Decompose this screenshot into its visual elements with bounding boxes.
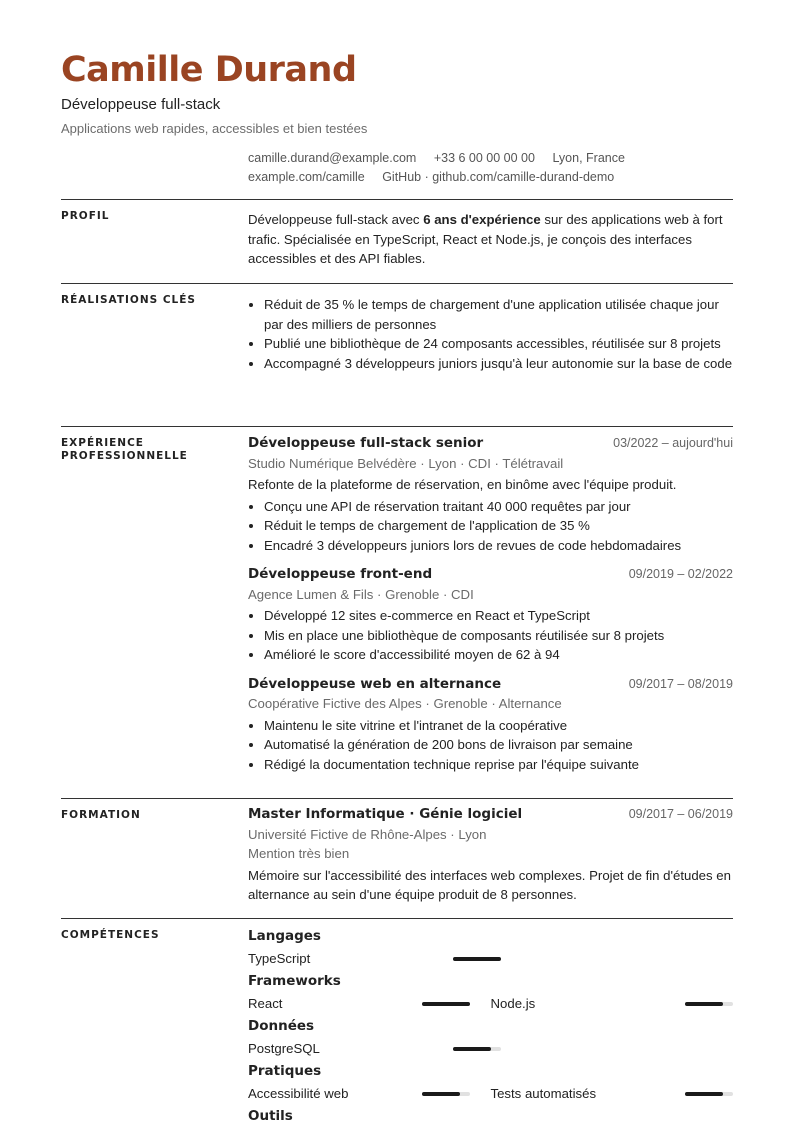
profile-highlight: 6 ans d'expérience — [423, 212, 541, 227]
skill-item — [248, 1084, 491, 1104]
job-header — [248, 434, 733, 454]
skill-category: Données — [248, 1018, 315, 1034]
skill-level-bar — [453, 1047, 501, 1051]
job-bullet: • Réduit le temps de chargement de l'application de 35 % — [264, 516, 733, 536]
skill-name: PostgreSQL — [248, 1040, 320, 1056]
skill-item — [491, 1084, 734, 1104]
education-body — [248, 805, 733, 905]
achievements-body — [248, 295, 733, 373]
skill-row — [248, 1037, 733, 1060]
skill-item — [491, 994, 734, 1014]
job-bullet: • Amélioré le score d'accessibilité moyen de 62 à 94 — [264, 645, 733, 665]
skill-name: Accessibilité web — [248, 1085, 349, 1101]
job-bullet: • Développé 12 sites e-commerce en React et TypeScript — [264, 606, 733, 626]
phone-text: +33 6 00 00 00 00 — [433, 151, 535, 165]
website-link[interactable]: example.com/camille — [248, 170, 365, 184]
section-title: FORMATION — [61, 809, 141, 821]
skill-level-fill — [685, 1092, 723, 1096]
skill-row — [248, 1082, 733, 1105]
contact-row — [248, 149, 639, 168]
job-company: Studio Numérique Belvédère · Lyon · CDI · Télétravail — [248, 455, 564, 471]
location-text: Lyon, France — [552, 151, 625, 165]
skill-level-fill — [453, 957, 501, 961]
skill-level-bar — [453, 957, 501, 961]
skill-name: TypeScript — [248, 950, 311, 966]
education-description: Mémoire sur l'accessibilité des interfaces web complexes. Projet de fin d'études en alternance au sein d'une équipe produit de 8 personnes. — [248, 867, 731, 902]
degree-title: Master Informatique · Génie logiciel — [248, 806, 523, 822]
skill-category: Outils — [248, 1108, 293, 1124]
skill-name: React — [248, 995, 283, 1011]
job-company: Agence Lumen & Fils · Grenoble · CDI — [248, 586, 474, 602]
candidate-role: Développeuse full-stack — [61, 96, 221, 113]
candidate-name: Camille Durand — [61, 50, 357, 90]
achievement-item: • Accompagné 3 développeurs juniors jusqu'à leur autonomie sur la base de code — [264, 354, 733, 374]
job-bullet: • Mis en place une bibliothèque de composants réutilisée sur 8 projets — [264, 626, 733, 646]
skill-category: Pratiques — [248, 1063, 322, 1079]
skill-level-bar — [422, 1092, 470, 1096]
job-company: Coopérative Fictive des Alpes · Grenoble · Alternance — [248, 696, 562, 711]
job-entry — [248, 675, 733, 775]
job-header — [248, 675, 733, 695]
profile-section — [61, 199, 733, 284]
github-link[interactable]: GitHub · github.com/camille-durand-demo — [382, 170, 615, 184]
profile-text-part: sur des applications web à fort trafic. Spécialisée en TypeScript, React et Node.js, je conçois des interfaces accessibles et des API fiables. — [248, 212, 723, 266]
skill-category: Langages — [248, 928, 321, 944]
skill-level-fill — [422, 1092, 460, 1096]
contact-row — [248, 168, 639, 187]
skill-level-bar — [685, 1002, 733, 1006]
job-description: Refonte de la plateforme de réservation, en binôme avec l'équipe produit. — [248, 477, 677, 492]
job-entry — [248, 434, 733, 555]
education-header — [248, 805, 733, 825]
job-title: Développeuse full-stack senior — [248, 435, 484, 451]
skill-level-fill — [685, 1002, 723, 1006]
job-bullet: • Automatisé la génération de 200 bons de livraison par semaine — [264, 735, 733, 755]
job-title: Développeuse front-end — [248, 566, 433, 582]
skill-item — [248, 949, 501, 969]
skill-level-fill — [422, 1002, 470, 1006]
education-dates: 09/2017 – 06/2019 — [628, 807, 733, 821]
profile-text-part: Développeuse full-stack avec — [248, 212, 424, 227]
achievements-list — [248, 295, 733, 373]
experience-section — [61, 426, 733, 799]
job-title: Développeuse web en alternance — [248, 675, 502, 692]
skills-section — [61, 918, 733, 1124]
section-title: PROFIL — [61, 210, 110, 222]
job-bullet-list — [248, 606, 733, 665]
candidate-tagline: Applications web rapides, accessibles et bien testées — [61, 121, 368, 136]
skill-row — [248, 947, 733, 970]
job-bullet-list — [248, 497, 733, 556]
skill-item — [248, 994, 491, 1014]
contact-block — [248, 149, 639, 187]
section-title: RÉALISATIONS CLÉS — [61, 294, 196, 306]
skill-level-bar — [685, 1092, 733, 1096]
job-bullet: • Maintenu le site vitrine et l'intranet de la coopérative — [264, 716, 733, 736]
skill-level-fill — [453, 1047, 491, 1051]
job-bullet: • Conçu une API de réservation traitant 40 000 requêtes par jour — [264, 497, 733, 517]
job-dates: 09/2019 – 02/2022 — [628, 567, 733, 581]
education-section — [61, 798, 733, 919]
job-bullet: • Rédigé la documentation technique reprise par l'équipe suivante — [264, 755, 733, 775]
skill-name: Node.js — [490, 995, 536, 1011]
degree-mention: Mention très bien — [248, 846, 350, 861]
skill-category: Frameworks — [248, 973, 341, 989]
job-entry — [248, 565, 733, 665]
skill-row — [248, 992, 733, 1015]
profile-text — [248, 210, 733, 269]
experience-body — [248, 434, 733, 784]
school-name: Université Fictive de Rhône-Alpes · Lyon — [248, 826, 487, 842]
job-dates: 03/2022 – aujourd'hui — [613, 436, 733, 450]
skills-body — [248, 925, 733, 1127]
achievements-section — [61, 283, 733, 427]
job-bullet: • Encadré 3 développeurs juniors lors de revues de code hebdomadaires — [264, 536, 733, 556]
skill-level-bar — [422, 1002, 470, 1006]
achievement-item: • Publié une bibliothèque de 24 composants accessibles, réutilisée sur 8 projets — [264, 334, 733, 354]
email-link[interactable]: camille.durand@example.com — [248, 151, 417, 165]
job-header — [248, 565, 733, 585]
section-title: COMPÉTENCES — [61, 929, 160, 941]
skill-name: Tests automatisés — [490, 1085, 597, 1101]
skill-item — [248, 1039, 501, 1059]
achievement-item: • Réduit de 35 % le temps de chargement d'une application utilisée chaque jour par des milliers de personnes — [264, 295, 733, 334]
job-bullet-list — [248, 716, 733, 775]
section-title: EXPÉRIENCE PROFESSIONNELLE — [61, 437, 188, 462]
job-dates: 09/2017 – 08/2019 — [628, 676, 733, 691]
